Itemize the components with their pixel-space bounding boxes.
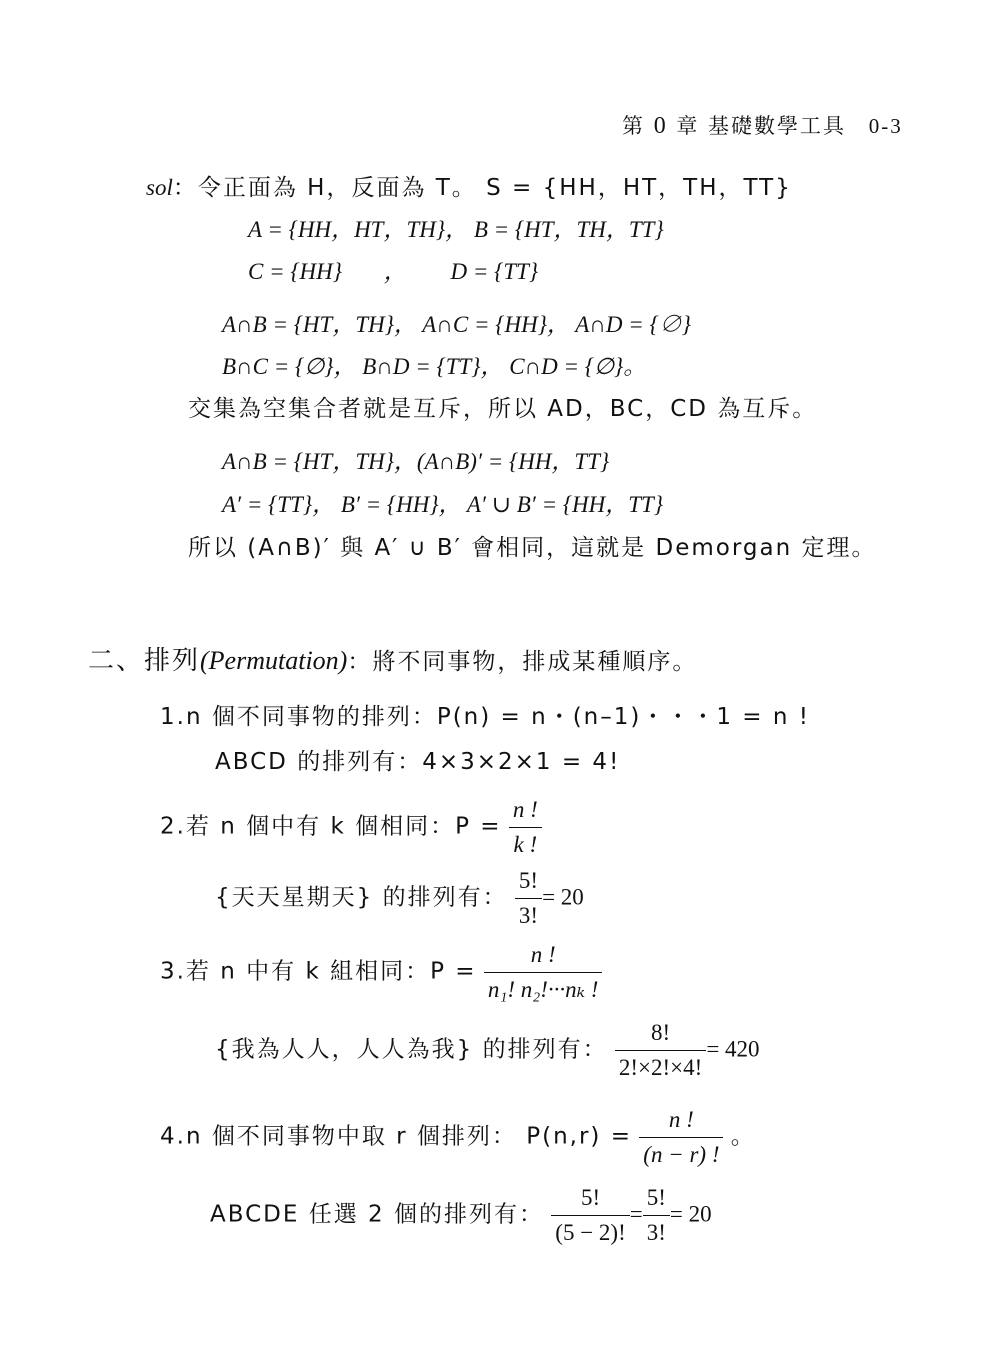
item-2-example (215, 866, 584, 931)
item-3-example-text: {我為人人，人人為我} 的排列有： (215, 1036, 608, 1063)
fraction-numerator: n ! (484, 940, 603, 973)
item-4-tail: 。 (730, 1123, 756, 1150)
section-prefix: 二、排列 (88, 646, 201, 676)
item-4-text: 4.n 個不同事物中取 r 個排列： P(n,r) = (160, 1123, 632, 1150)
item-4-example-equals: = (629, 1201, 643, 1227)
fraction-numerator: 5! (551, 1183, 629, 1216)
set-c: C = {HH} (248, 259, 342, 284)
solution-line-6: 交集為空集合者就是互斥，所以 AD，BC，CD 為互斥。 (188, 396, 818, 422)
item-2-example-result: = 20 (542, 884, 584, 910)
sol-text: ：令正面為 H，反面為 T。 S = {HH，HT，TH，TT} (172, 175, 792, 201)
item-2-example-text: {天天星期天} 的排列有： (215, 884, 508, 911)
item-3-example (215, 1018, 760, 1083)
item-4-example (210, 1183, 712, 1248)
solution-line-8: A′ = {TT}， B′ = {HH}， A′ ∪ B′ = {HH，TT} (222, 492, 664, 517)
solution-line-1 (146, 173, 792, 203)
fraction-denominator: 2!×2!×4! (618, 1055, 703, 1080)
solution-line-4: A∩B = {HT，TH}， A∩C = {HH}， A∩D = {∅} (222, 312, 691, 337)
fraction-numerator: n ! (639, 1105, 723, 1138)
solution-line-5: B∩C = {∅}， B∩D = {TT}， C∩D = {∅}。 (222, 354, 647, 379)
set-separator: ， (383, 259, 409, 285)
item-2-text: 2.若 n 個中有 k 個相同：P = (160, 813, 502, 840)
item-4-example-result: = 20 (669, 1201, 712, 1227)
item-3-example-result: = 420 (706, 1036, 760, 1062)
fraction-denominator: n₁! n₂!···nₖ ! (487, 977, 599, 1002)
item-4-example-fraction-1 (551, 1183, 629, 1248)
item-3-text: 3.若 n 中有 k 組相同：P = (160, 958, 477, 985)
solution-line-2: A = {HH，HT，TH}， B = {HT，TH，TT} (248, 217, 664, 242)
fraction-numerator: 8! (615, 1018, 706, 1051)
fraction-numerator: 5! (515, 866, 542, 899)
item-4-example-text: ABCDE 任選 2 個的排列有： (210, 1201, 544, 1228)
chapter-title: 章 基礎數學工具 (676, 114, 847, 138)
fraction-denominator: k ! (513, 832, 538, 857)
item-1: 1.n 個不同事物的排列：P(n) = n・(n–1)・・・1 = n ! (160, 704, 810, 730)
page-number: 0-3 (868, 114, 903, 138)
fraction-numerator: 5! (643, 1183, 670, 1216)
fraction-denominator: 3! (646, 1220, 666, 1245)
item-3-fraction (484, 940, 603, 1005)
fraction-denominator: (n − r) ! (643, 1142, 720, 1167)
item-3 (160, 940, 602, 1005)
set-d: D = {TT} (450, 259, 539, 284)
item-4-fraction (639, 1105, 723, 1170)
solution-line-7: A∩B = {HT，TH}，(A∩B)′ = {HH，TT} (222, 449, 610, 474)
item-2-example-fraction (515, 866, 542, 931)
item-2-fraction (509, 795, 542, 860)
section-term: (Permutation) (200, 646, 348, 675)
item-4 (160, 1105, 756, 1170)
fraction-denominator: (5 − 2)! (555, 1220, 626, 1245)
section-desc: ：將不同事物，排成某種順序。 (347, 649, 698, 675)
item-3-example-fraction (615, 1018, 706, 1083)
chapter-number: 0 (653, 113, 668, 139)
item-1-example: ABCD 的排列有：4×3×2×1 = 4! (215, 749, 621, 775)
running-header (622, 110, 903, 140)
solution-line-9: 所以 (A∩B)′ 與 A′ ∪ B′ 會相同，這就是 Demorgan 定理。 (188, 535, 877, 561)
solution-line-3 (248, 257, 538, 287)
chapter-prefix: 第 (622, 114, 645, 138)
section-heading (88, 640, 697, 677)
sol-label: sol (146, 175, 173, 200)
fraction-numerator: n ! (509, 795, 542, 828)
fraction-denominator: 3! (518, 903, 539, 928)
item-2 (160, 795, 542, 860)
item-4-example-fraction-2 (643, 1183, 670, 1248)
